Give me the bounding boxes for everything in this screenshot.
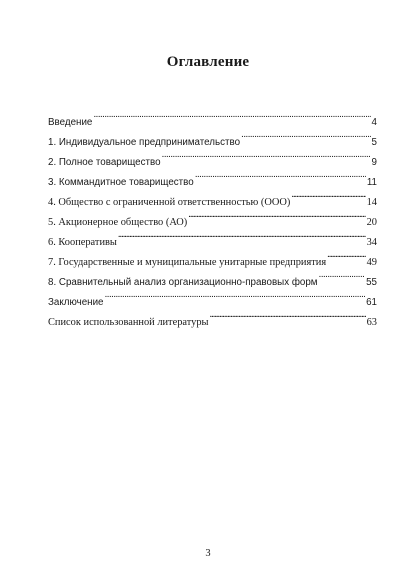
toc-entry-page: 61 [366,297,377,308]
toc-leader-dots [93,105,370,125]
toc-leader-dots [195,165,366,185]
toc-entry-page: 63 [366,317,377,328]
toc-leader-dots [291,185,365,205]
toc-entry-page: 5 [371,137,377,148]
toc-leader-dots [241,125,371,145]
toc-entry-label: Заключение [48,297,104,308]
toc-entry-label: 7. Государственные и муниципальные унитарные предприятия [48,257,327,268]
toc-entry-label: 3. Коммандитное товарищество [48,177,194,188]
toc-entry-page: 9 [371,157,377,168]
toc-leader-dots [188,205,365,225]
toc-entry-page: 11 [366,177,377,188]
toc-leader-dots [210,305,366,325]
toc-leader-dots [162,145,371,165]
toc-entry-page: 34 [366,237,377,248]
toc-list [48,105,377,328]
toc-entry-page: 14 [366,197,377,208]
toc-leader-dots [319,265,366,285]
toc-leader-dots [327,245,365,265]
toc-entry-page: 20 [366,217,377,228]
toc-entry-label: Введение [48,117,93,128]
toc-entry-page: 55 [366,277,377,288]
toc-entry-label: 5. Акционерное общество (АО) [48,217,188,228]
toc-title: Оглавление [166,54,250,70]
toc-entry-introduction[interactable] [48,105,377,128]
toc-entry-page: 49 [366,257,377,268]
toc-leader-dots [118,225,366,245]
toc-leader-dots [105,285,366,305]
toc-entry-1[interactable] [48,125,377,148]
toc-entry-label: 1. Индивидуальное предпринимательство [48,137,241,148]
toc-entry-label: 6. Кооперативы [48,237,117,248]
toc-entry-page: 4 [371,117,377,128]
toc-entry-label: 8. Сравнительный анализ организационно-правовых форм [48,277,318,288]
toc-entry-label: 4. Общество с ограниченной ответственностью (ООО) [48,197,291,208]
toc-entry-label: 2. Полное товарищество [48,157,161,168]
page-number: 3 [205,548,211,559]
toc-entry-label: Список использованной литературы [48,317,209,328]
